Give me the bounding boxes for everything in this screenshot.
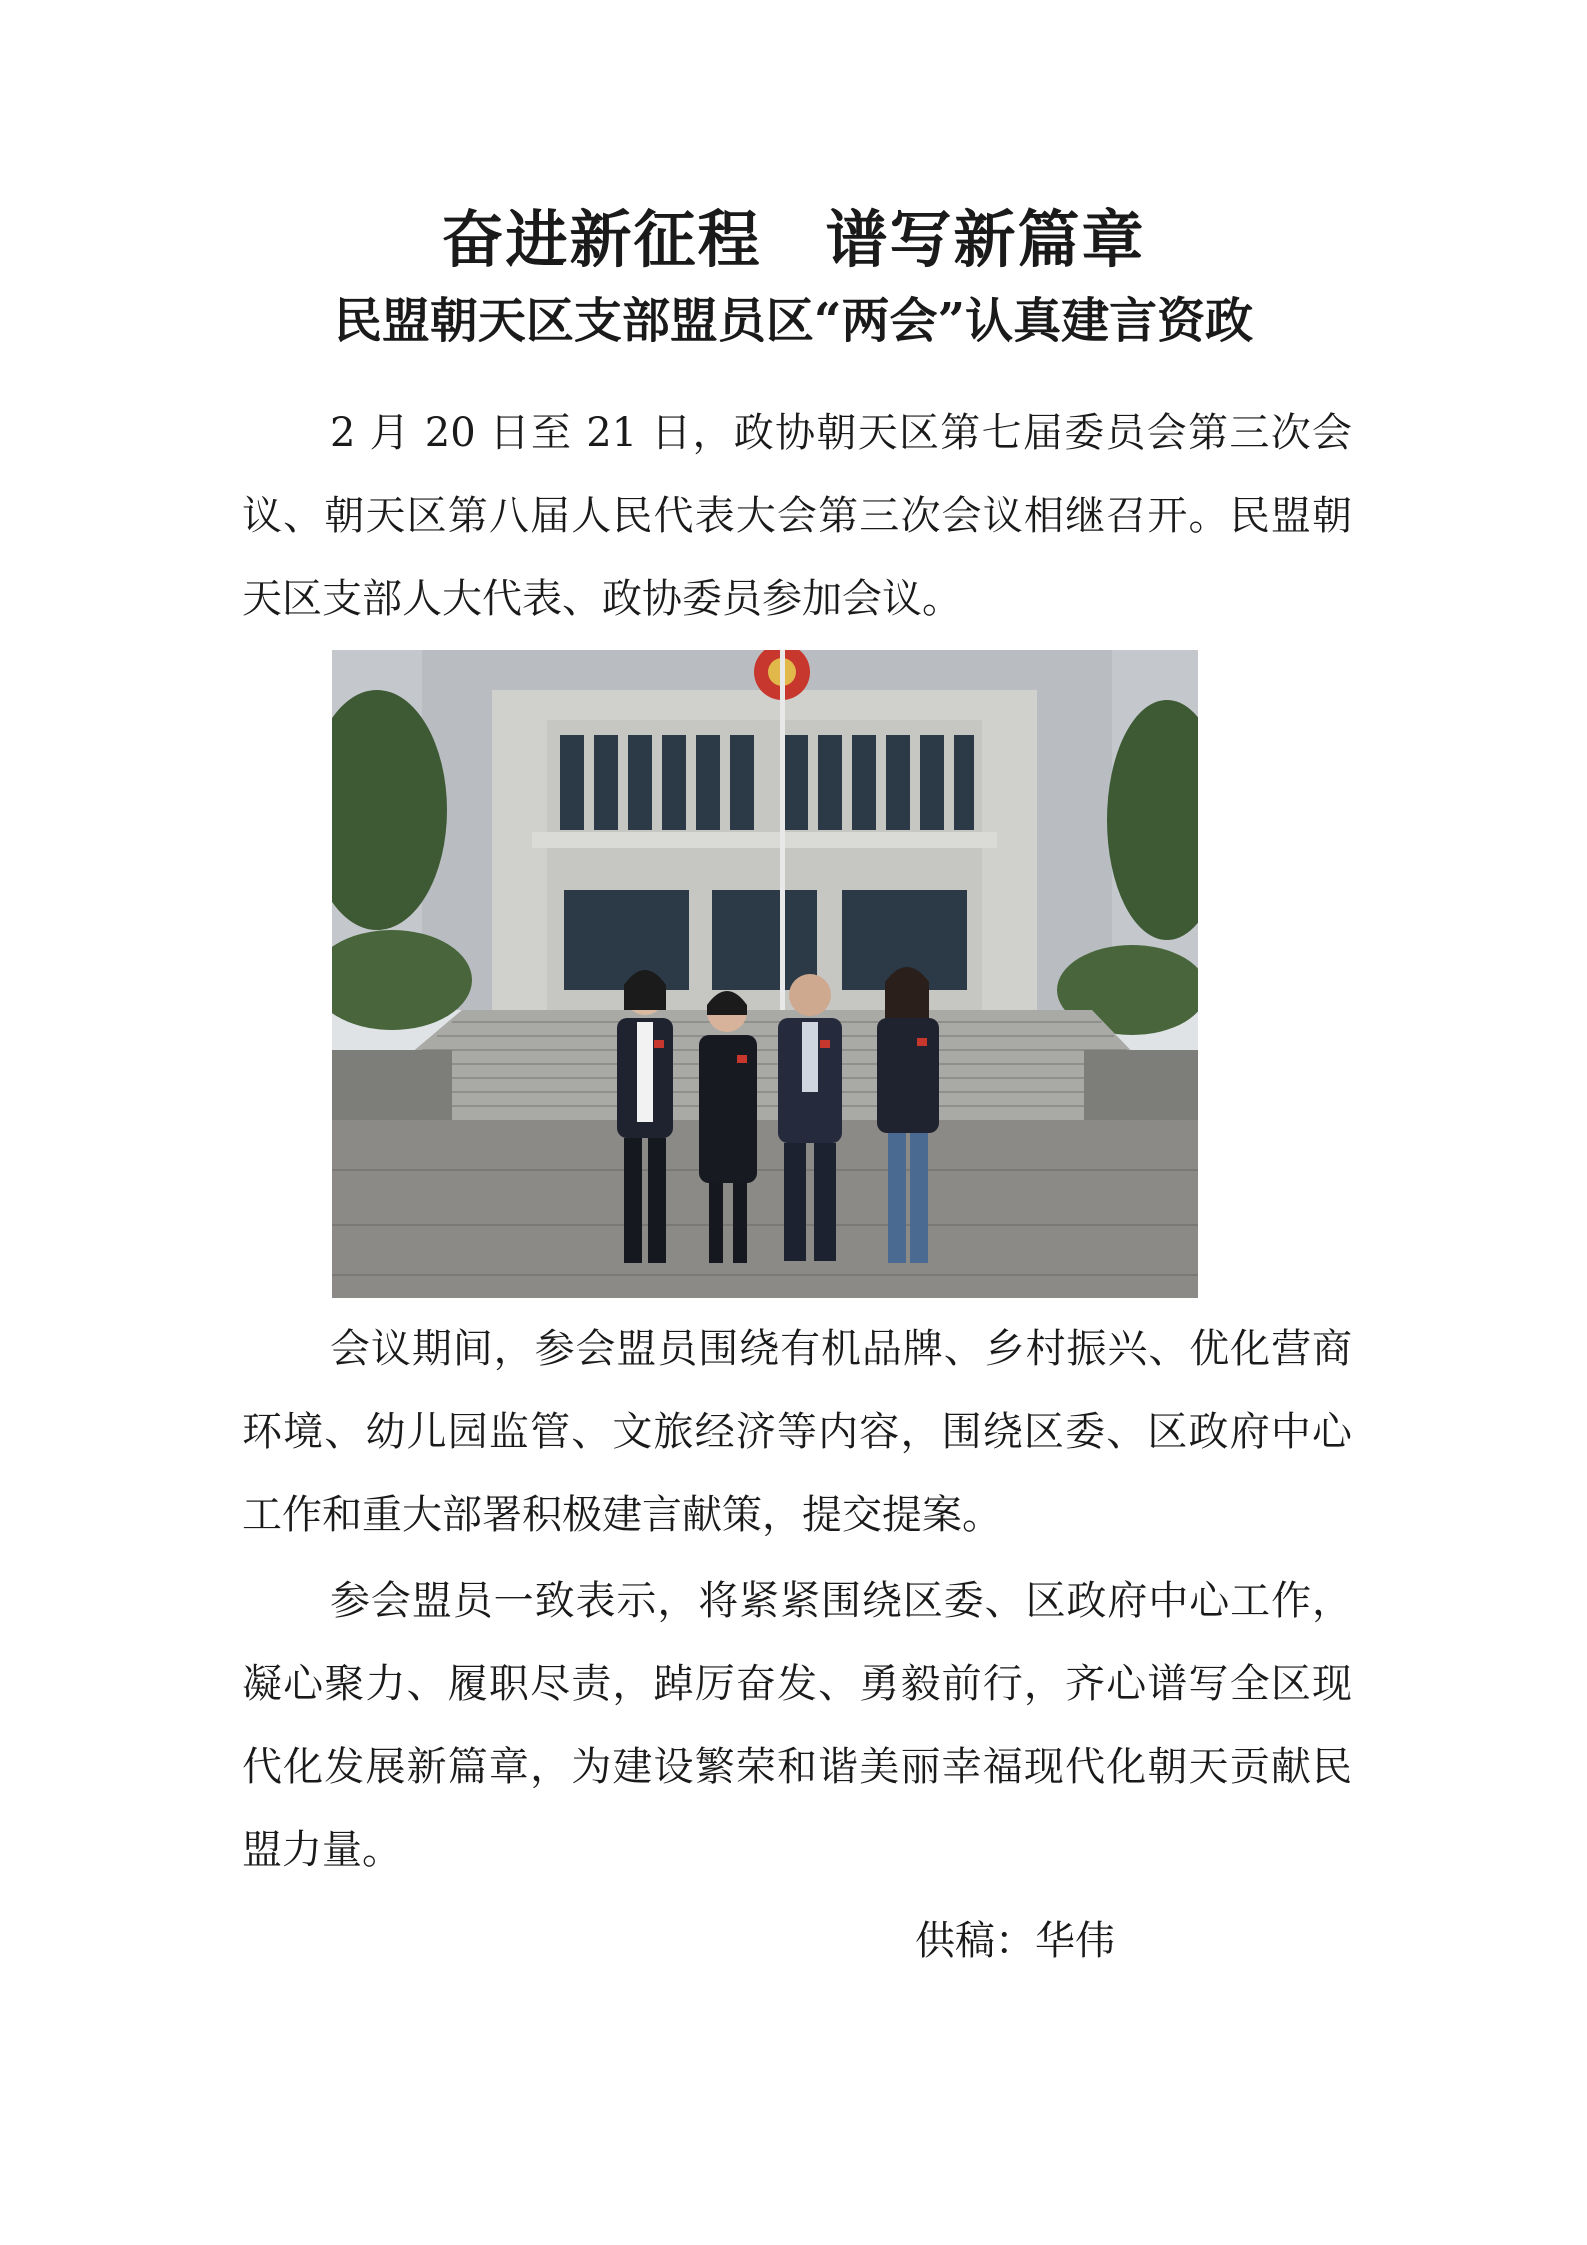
paragraph-proposals: 会议期间，参会盟员围绕有机品牌、乡村振兴、优化营商环境、幼儿园监管、文旅经济等内容，围绕区委、区政府中心工作和重大部署积极建言献策，提交提案。 [242, 1326, 1352, 1538]
page-title: 奋进新征程 谱写新篇章 [441, 203, 1146, 276]
article-credit: 供稿：华伟 [915, 1918, 1115, 1964]
plaza-ground [332, 1120, 1198, 1298]
paragraph-commitment: 参会盟员一致表示，将紧紧围绕区委、区政府中心工作，凝心聚力、履职尽责，踔厉奋发、勇毅前行，齐心谱写全区现代化发展新篇章，为建设繁荣和谐美丽幸福现代化朝天贡献民盟力量。 [242, 1578, 1352, 1873]
planter-left [332, 1050, 452, 1120]
page-subtitle: 民盟朝天区支部盟员区“两会”认真建言资政 [333, 293, 1254, 349]
paragraph-intro: 2 月 20 日至 21 日，政协朝天区第七届委员会第三次会议、朝天区第八届人民代表大会第三次会议相继召开。民盟朝天区支部人大代表、政协委员参加会议。 [242, 410, 1352, 622]
meeting-photo [332, 650, 1198, 1298]
planter-right [1084, 1050, 1198, 1120]
cornice [532, 832, 997, 848]
